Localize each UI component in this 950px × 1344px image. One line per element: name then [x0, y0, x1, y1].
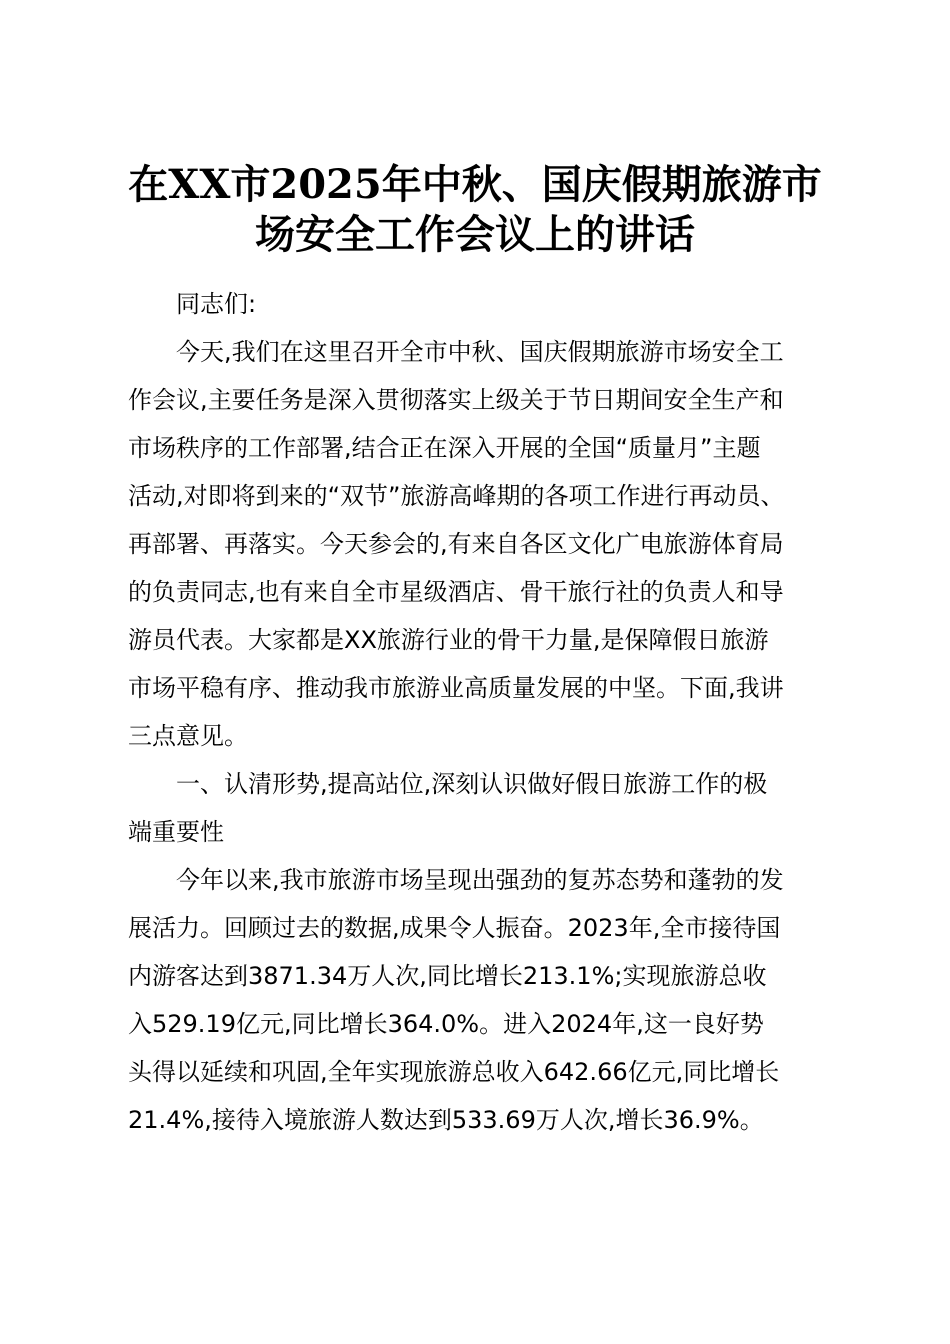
paragraph-opening	[128, 328, 838, 760]
salutation	[128, 280, 838, 328]
heading-line: 端重要性	[128, 818, 224, 846]
heading-line: 一、认清形势,提高站位,深刻认识做好假日旅游工作的极	[176, 770, 768, 798]
title-line: 在XX市2025年中秋、国庆假期旅游市	[128, 161, 822, 208]
paragraph-line: 入529.19亿元,同比增长364.0%。进入2024年,这一良好势	[128, 1010, 764, 1038]
paragraph-line: 活动,对即将到来的“双节”旅游高峰期的各项工作进行再动员、	[128, 482, 785, 510]
paragraph-line: 再部署、再落实。今天参会的,有来自各区文化广电旅游体育局	[128, 530, 784, 558]
paragraph-line: 内游客达到3871.34万人次,同比增长213.1%;实现旅游总收	[128, 962, 767, 990]
paragraph-statistics	[128, 856, 838, 1144]
paragraph-line: 展活力。回顾过去的数据,成果令人振奋。2023年,全市接待国	[128, 914, 781, 942]
paragraph-line: 的负责同志,也有来自全市星级酒店、骨干旅行社的负责人和导	[128, 578, 784, 606]
section-heading-1	[128, 760, 838, 856]
paragraph-line: 市场秩序的工作部署,结合正在深入开展的全国“质量月”主题	[128, 434, 761, 462]
title-line: 场安全工作会议上的讲话	[255, 211, 695, 258]
document-title	[110, 160, 840, 260]
paragraph-line: 头得以延续和巩固,全年实现旅游总收入642.66亿元,同比增长	[128, 1058, 780, 1086]
paragraph-line: 三点意见。	[128, 722, 248, 750]
salutation-text: 同志们:	[176, 290, 257, 318]
paragraph-line: 市场平稳有序、推动我市旅游业高质量发展的中坚。下面,我讲	[128, 674, 784, 702]
paragraph-line: 21.4%,接待入境旅游人数达到533.69万人次,增长36.9%。	[128, 1106, 764, 1134]
paragraph-line: 游员代表。大家都是XX旅游行业的骨干力量,是保障假日旅游	[128, 626, 769, 654]
paragraph-line: 今天,我们在这里召开全市中秋、国庆假期旅游市场安全工	[176, 338, 784, 366]
paragraph-line: 今年以来,我市旅游市场呈现出强劲的复苏态势和蓬勃的发	[176, 866, 784, 894]
paragraph-line: 作会议,主要任务是深入贯彻落实上级关于节日期间安全生产和	[128, 386, 784, 414]
